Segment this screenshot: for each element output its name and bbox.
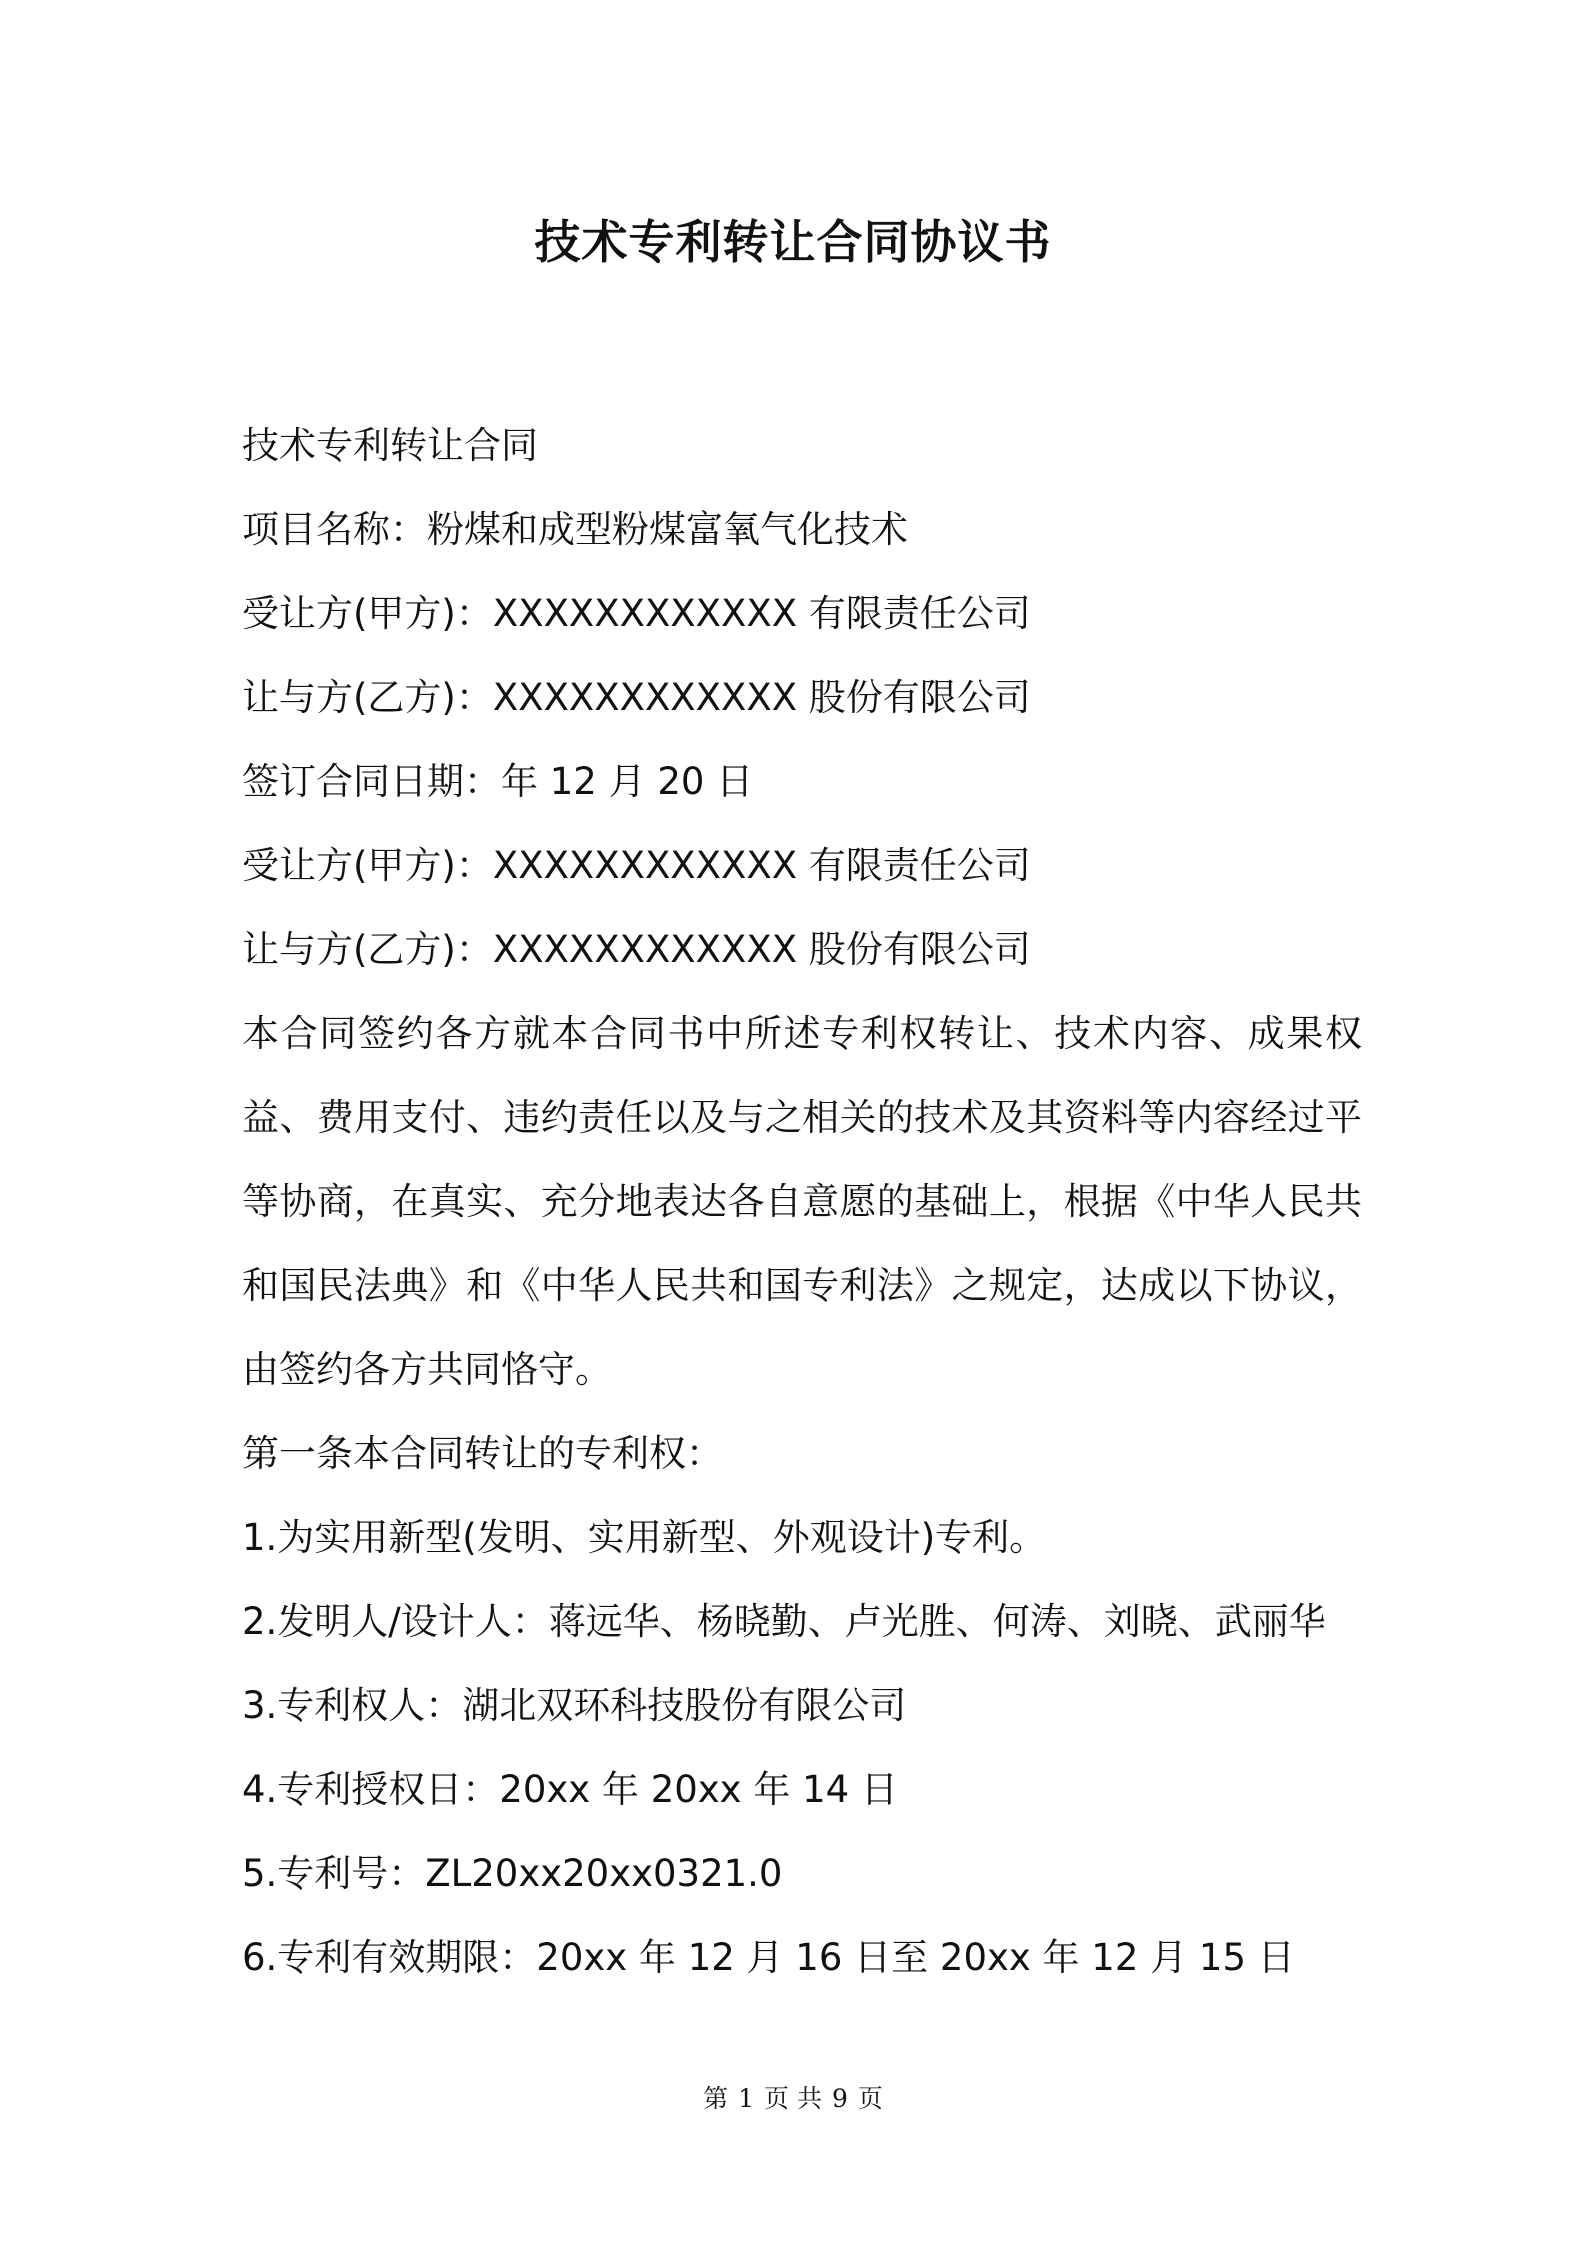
document-title: 技术专利转让合同协议书 bbox=[534, 215, 1052, 269]
article-1-item-grant-date: 4.专利授权日：20xx 年 20xx 年 14 日 bbox=[242, 1768, 898, 1811]
footer-suffix: 页 bbox=[857, 2084, 883, 2113]
footer-middle: 页 共 bbox=[764, 2084, 822, 2113]
transferee-line-repeat: 受让方(甲方)：XXXXXXXXXXXX 有限责任公司 bbox=[242, 844, 1031, 887]
article-1-item-patentee: 3.专利权人：湖北双环科技股份有限公司 bbox=[242, 1684, 907, 1727]
project-name-line: 项目名称：粉煤和成型粉煤富氧气化技术 bbox=[242, 508, 908, 551]
article-1-item-validity: 6.专利有效期限：20xx 年 12 月 16 日至 20xx 年 12 月 15 日 bbox=[242, 1936, 1295, 1979]
signing-date-line: 签订合同日期：年 12 月 20 日 bbox=[242, 760, 754, 803]
transferor-line-repeat: 让与方(乙方)：XXXXXXXXXXXX 股份有限公司 bbox=[242, 928, 1031, 971]
transferor-line: 让与方(乙方)：XXXXXXXXXXXX 股份有限公司 bbox=[242, 676, 1031, 719]
transferee-line: 受让方(甲方)：XXXXXXXXXXXX 有限责任公司 bbox=[242, 592, 1031, 635]
article-1-heading: 第一条本合同转让的专利权： bbox=[242, 1432, 723, 1475]
article-1-item-patent-number: 5.专利号：ZL20xx20xx0321.0 bbox=[242, 1852, 783, 1895]
article-1-item-inventors: 2.发明人/设计人：蒋远华、杨晓勤、卢光胜、何涛、刘晓、武丽华 bbox=[242, 1600, 1326, 1643]
contract-heading: 技术专利转让合同 bbox=[242, 424, 538, 467]
document-body bbox=[242, 404, 1362, 2000]
page-number: 1 bbox=[738, 2084, 755, 2113]
total-pages: 9 bbox=[831, 2084, 848, 2113]
page-footer bbox=[0, 2082, 1586, 2116]
preamble-paragraph: 本合同签约各方就本合同书中所述专利权转让、技术内容、成果权益、费用支付、违约责任以及与之相关的技术及其资料等内容经过平等协商，在真实、充分地表达各自意愿的基础上，根据《中华人民共和国民法典》和《中华人民共和国专利法》之规定，达成以下协议，由签约各方共同恪守。 bbox=[242, 1012, 1362, 1391]
article-1-item-patent-type: 1.为实用新型(发明、实用新型、外观设计)专利。 bbox=[242, 1516, 1047, 1559]
footer-prefix: 第 bbox=[703, 2084, 729, 2113]
